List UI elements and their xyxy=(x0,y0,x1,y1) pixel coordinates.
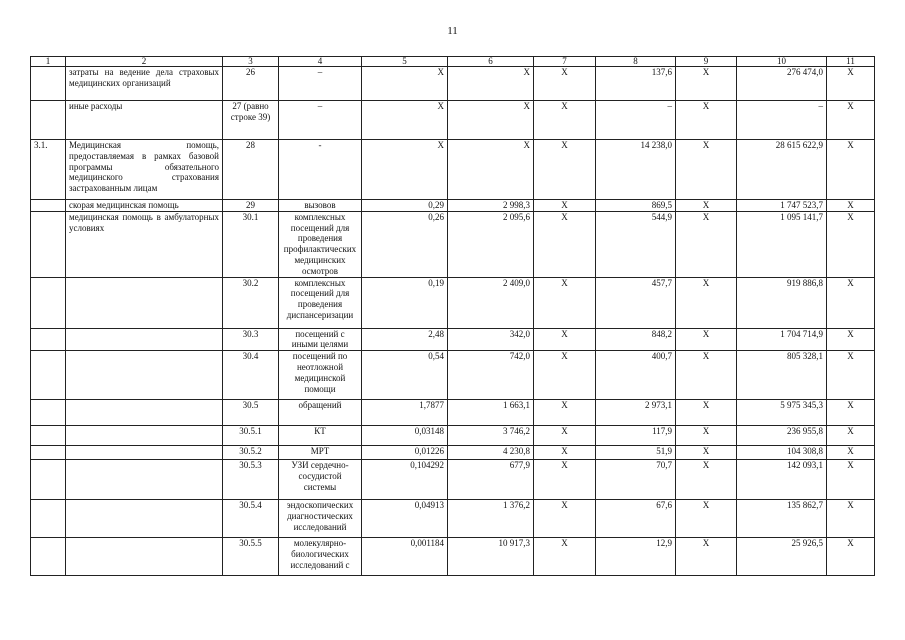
table-cell-c5: 1,7877 xyxy=(362,400,448,426)
column-number: 2 xyxy=(66,57,223,67)
table-cell-c5: 0,54 xyxy=(362,351,448,400)
column-number: 3 xyxy=(223,57,279,67)
table-cell-c8: 51,9 xyxy=(596,446,676,460)
table-cell-c1 xyxy=(31,426,66,446)
table-cell-c5: 2,48 xyxy=(362,328,448,351)
table-row xyxy=(31,200,875,212)
table-cell-c9: Х xyxy=(676,328,737,351)
table-cell-c5: 0,19 xyxy=(362,277,448,328)
table-cell-c10: 25 926,5 xyxy=(737,538,827,576)
table-cell-c2: медицинская помощь в амбулаторных условиях xyxy=(66,211,223,277)
table-cell-c3: 30.3 xyxy=(223,328,279,351)
table-cell-c2 xyxy=(66,460,223,500)
table-row xyxy=(31,140,875,200)
table-cell-c6: Х xyxy=(448,140,534,200)
table-cell-c7: Х xyxy=(534,101,596,140)
table-row xyxy=(31,538,875,576)
table-cell-c7: Х xyxy=(534,426,596,446)
table-cell-c10: 1 704 714,9 xyxy=(737,328,827,351)
column-number: 10 xyxy=(737,57,827,67)
table-cell-c4: посещений с иными целями xyxy=(279,328,362,351)
table-cell-c6: 2 409,0 xyxy=(448,277,534,328)
table-cell-c7: Х xyxy=(534,140,596,200)
table-cell-c10: 1 747 523,7 xyxy=(737,200,827,212)
table-cell-c8: 400,7 xyxy=(596,351,676,400)
table-cell-c11: Х xyxy=(827,426,875,446)
table-cell-c9: Х xyxy=(676,200,737,212)
table-cell-c4: посещений по неотложной медицинской помощи xyxy=(279,351,362,400)
table-cell-c8: 70,7 xyxy=(596,460,676,500)
table-cell-c6: Х xyxy=(448,67,534,101)
table-cell-c6: 3 746,2 xyxy=(448,426,534,446)
table-cell-c1 xyxy=(31,67,66,101)
table-cell-c7: Х xyxy=(534,446,596,460)
table-cell-c11: Х xyxy=(827,211,875,277)
table-cell-c11: Х xyxy=(827,67,875,101)
table-cell-c3: 30.1 xyxy=(223,211,279,277)
table-cell-c1 xyxy=(31,200,66,212)
table-row xyxy=(31,67,875,101)
table-cell-c4: УЗИ сердечно-сосудистой системы xyxy=(279,460,362,500)
table-cell-c6: 4 230,8 xyxy=(448,446,534,460)
table-row xyxy=(31,351,875,400)
table-cell-c11: Х xyxy=(827,200,875,212)
table-cell-c8: 137,6 xyxy=(596,67,676,101)
table-cell-c2 xyxy=(66,351,223,400)
table-cell-c7: Х xyxy=(534,460,596,500)
table-cell-c4: вызовов xyxy=(279,200,362,212)
table-cell-c11: Х xyxy=(827,460,875,500)
table-row xyxy=(31,460,875,500)
table-cell-c6: 2 095,6 xyxy=(448,211,534,277)
column-number: 8 xyxy=(596,57,676,67)
table-cell-c3: 30.5.1 xyxy=(223,426,279,446)
table-cell-c11: Х xyxy=(827,446,875,460)
table-cell-c8: 848,2 xyxy=(596,328,676,351)
column-number: 5 xyxy=(362,57,448,67)
table-cell-c10: 28 615 622,9 xyxy=(737,140,827,200)
table-cell-c7: Х xyxy=(534,351,596,400)
table-cell-c9: Х xyxy=(676,400,737,426)
data-table xyxy=(30,56,875,576)
column-number: 7 xyxy=(534,57,596,67)
table-cell-c1 xyxy=(31,538,66,576)
table-cell-c6: 2 998,3 xyxy=(448,200,534,212)
table-cell-c1 xyxy=(31,328,66,351)
table-cell-c4: КТ xyxy=(279,426,362,446)
table-cell-c2: Медицинская помощь, предоставляемая в рамках базовой программы обязательного медицинского страхования застрахованным лицам xyxy=(66,140,223,200)
table-row xyxy=(31,211,875,277)
table-cell-c4: – xyxy=(279,101,362,140)
table-cell-c4: МРТ xyxy=(279,446,362,460)
table-cell-c7: Х xyxy=(534,67,596,101)
table-cell-c10: 919 886,8 xyxy=(737,277,827,328)
table-row xyxy=(31,446,875,460)
table-cell-c5: 0,04913 xyxy=(362,500,448,538)
table-cell-c6: 10 917,3 xyxy=(448,538,534,576)
table-cell-c4: комплексных посещений для проведения профилактических медицинских осмотров xyxy=(279,211,362,277)
table-cell-c10: 236 955,8 xyxy=(737,426,827,446)
table-cell-c1: 3.1. xyxy=(31,140,66,200)
table-cell-c8: 67,6 xyxy=(596,500,676,538)
table-cell-c3: 30.5 xyxy=(223,400,279,426)
table-cell-c5: 0,104292 xyxy=(362,460,448,500)
column-number: 4 xyxy=(279,57,362,67)
table-cell-c3: 29 xyxy=(223,200,279,212)
table-cell-c10: 805 328,1 xyxy=(737,351,827,400)
table-cell-c4: эндоскопических диагностических исследований xyxy=(279,500,362,538)
table-cell-c8: 14 238,0 xyxy=(596,140,676,200)
table-cell-c2: затраты на ведение дела страховых медицинских организаций xyxy=(66,67,223,101)
table-cell-c9: Х xyxy=(676,277,737,328)
table-cell-c1 xyxy=(31,460,66,500)
table-cell-c9: Х xyxy=(676,101,737,140)
table-cell-c5: Х xyxy=(362,67,448,101)
table-cell-c2: скорая медицинская помощь xyxy=(66,200,223,212)
table-cell-c11: Х xyxy=(827,400,875,426)
table-cell-c1 xyxy=(31,277,66,328)
table-row xyxy=(31,400,875,426)
table-cell-c6: 342,0 xyxy=(448,328,534,351)
table-cell-c5: 0,29 xyxy=(362,200,448,212)
table-cell-c3: 27 (равно строке 39) xyxy=(223,101,279,140)
table-cell-c4: комплексных посещений для проведения диспансеризации xyxy=(279,277,362,328)
table-cell-c2 xyxy=(66,400,223,426)
table-cell-c10: 5 975 345,3 xyxy=(737,400,827,426)
table-cell-c11: Х xyxy=(827,500,875,538)
table-cell-c9: Х xyxy=(676,500,737,538)
table-cell-c3: 30.5.3 xyxy=(223,460,279,500)
table-cell-c11: Х xyxy=(827,538,875,576)
table-cell-c6: 742,0 xyxy=(448,351,534,400)
column-number-row xyxy=(31,57,875,67)
table-cell-c9: Х xyxy=(676,211,737,277)
table-cell-c7: Х xyxy=(534,277,596,328)
column-number: 9 xyxy=(676,57,737,67)
table-cell-c8: 544,9 xyxy=(596,211,676,277)
table-cell-c3: 26 xyxy=(223,67,279,101)
table-cell-c3: 30.4 xyxy=(223,351,279,400)
table-cell-c8: – xyxy=(596,101,676,140)
table-cell-c4: обращений xyxy=(279,400,362,426)
table-cell-c9: Х xyxy=(676,460,737,500)
table-cell-c7: Х xyxy=(534,328,596,351)
page-number: 11 xyxy=(447,25,458,37)
table-cell-c3: 30.5.5 xyxy=(223,538,279,576)
table-cell-c7: Х xyxy=(534,538,596,576)
table-cell-c7: Х xyxy=(534,200,596,212)
table-cell-c9: Х xyxy=(676,67,737,101)
table-cell-c9: Х xyxy=(676,140,737,200)
table-cell-c10: 1 095 141,7 xyxy=(737,211,827,277)
table-cell-c10: 276 474,0 xyxy=(737,67,827,101)
table-cell-c8: 117,9 xyxy=(596,426,676,446)
table-cell-c1 xyxy=(31,400,66,426)
table-cell-c11: Х xyxy=(827,277,875,328)
table-cell-c5: 0,03148 xyxy=(362,426,448,446)
table-row xyxy=(31,101,875,140)
table-row xyxy=(31,500,875,538)
table-cell-c2 xyxy=(66,426,223,446)
table-cell-c11: Х xyxy=(827,140,875,200)
table-cell-c3: 28 xyxy=(223,140,279,200)
table-cell-c11: Х xyxy=(827,328,875,351)
table-cell-c9: Х xyxy=(676,351,737,400)
table-cell-c6: 677,9 xyxy=(448,460,534,500)
table-cell-c2 xyxy=(66,538,223,576)
table-row xyxy=(31,277,875,328)
table-cell-c7: Х xyxy=(534,400,596,426)
table-cell-c9: Х xyxy=(676,538,737,576)
table-cell-c3: 30.2 xyxy=(223,277,279,328)
table-cell-c1 xyxy=(31,211,66,277)
table-cell-c10: 142 093,1 xyxy=(737,460,827,500)
table-cell-c4: молекулярно-биологических исследований с xyxy=(279,538,362,576)
table-cell-c2 xyxy=(66,500,223,538)
table-cell-c5: Х xyxy=(362,101,448,140)
table-cell-c2: иные расходы xyxy=(66,101,223,140)
table-cell-c8: 457,7 xyxy=(596,277,676,328)
table-cell-c6: 1 663,1 xyxy=(448,400,534,426)
table-cell-c1 xyxy=(31,351,66,400)
table-row xyxy=(31,426,875,446)
table-cell-c3: 30.5.2 xyxy=(223,446,279,460)
table-cell-c1 xyxy=(31,101,66,140)
table-cell-c6: Х xyxy=(448,101,534,140)
table-cell-c2 xyxy=(66,446,223,460)
column-number: 6 xyxy=(448,57,534,67)
table-cell-c5: 0,26 xyxy=(362,211,448,277)
table-cell-c6: 1 376,2 xyxy=(448,500,534,538)
column-number: 1 xyxy=(31,57,66,67)
table-cell-c5: 0,001184 xyxy=(362,538,448,576)
table-cell-c5: 0,01226 xyxy=(362,446,448,460)
column-number: 11 xyxy=(827,57,875,67)
table-cell-c8: 2 973,1 xyxy=(596,400,676,426)
table-cell-c11: Х xyxy=(827,101,875,140)
table-cell-c4: – xyxy=(279,67,362,101)
table-cell-c11: Х xyxy=(827,351,875,400)
table-cell-c1 xyxy=(31,446,66,460)
table-cell-c7: Х xyxy=(534,211,596,277)
table-cell-c2 xyxy=(66,328,223,351)
table-cell-c9: Х xyxy=(676,446,737,460)
table-cell-c10: 104 308,8 xyxy=(737,446,827,460)
table-cell-c7: Х xyxy=(534,500,596,538)
table-cell-c9: Х xyxy=(676,426,737,446)
table-cell-c1 xyxy=(31,500,66,538)
table-row xyxy=(31,328,875,351)
table-cell-c8: 12,9 xyxy=(596,538,676,576)
table-cell-c8: 869,5 xyxy=(596,200,676,212)
table-cell-c2 xyxy=(66,277,223,328)
table-cell-c10: 135 862,7 xyxy=(737,500,827,538)
table-cell-c4: - xyxy=(279,140,362,200)
table-cell-c5: Х xyxy=(362,140,448,200)
table-cell-c3: 30.5.4 xyxy=(223,500,279,538)
table-cell-c10: – xyxy=(737,101,827,140)
